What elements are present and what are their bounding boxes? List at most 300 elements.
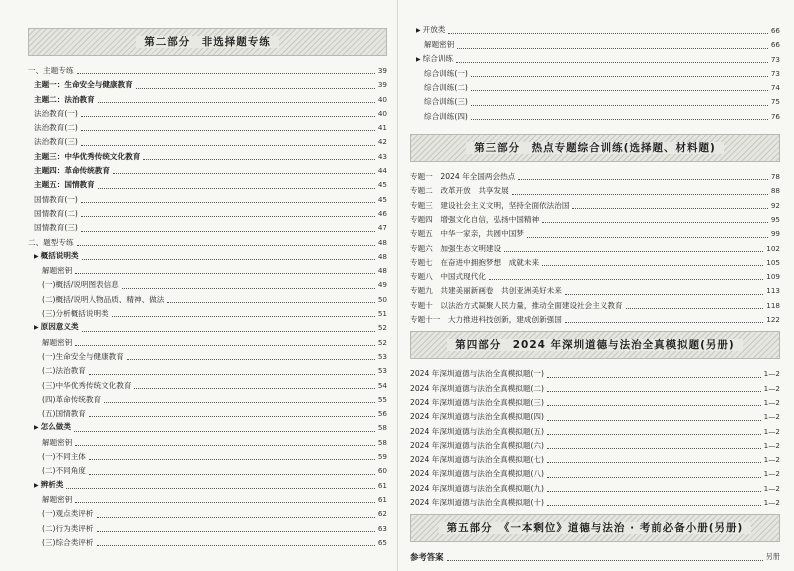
toc-page-number: 54: [377, 380, 387, 390]
toc-entry-text: (一)概括/说明图表信息: [42, 280, 119, 290]
toc-row[interactable]: [28, 207, 387, 221]
toc-entry-text: 一、主题专练: [28, 66, 74, 75]
toc-entry-text: 专题六 加强生态文明建设: [410, 243, 502, 253]
toc-entry-label: [410, 313, 562, 327]
toc-entry-text: 国情教育(一): [34, 194, 78, 204]
toc-row[interactable]: [28, 278, 387, 292]
toc-page-number: 52: [377, 337, 387, 347]
leader-dots: [547, 477, 761, 478]
leader-dots: [136, 88, 375, 89]
toc-entry-text: 综合训练(三): [424, 97, 468, 107]
toc-row[interactable]: [28, 493, 387, 507]
toc-row[interactable]: [410, 170, 780, 184]
leader-dots: [81, 231, 375, 232]
toc-entry-label: [410, 367, 544, 381]
toc-row[interactable]: [28, 421, 387, 435]
toc-row[interactable]: [410, 367, 780, 381]
toc-entry-text: 解题密钥: [42, 437, 73, 447]
toc-page-number: 1—2: [763, 440, 780, 450]
toc-entry-text: 法治教育(三): [34, 137, 78, 147]
right-page: [397, 0, 794, 571]
part3-banner: [410, 134, 780, 162]
toc-entry-label: [34, 121, 78, 135]
toc-entry-text: 专题一 2024 年全国两会热点: [410, 172, 516, 182]
toc-page-number: 42: [377, 137, 387, 147]
toc-page-number: 102: [766, 243, 780, 253]
toc-entry-label: [410, 256, 539, 270]
answers-label: 参考答案: [410, 552, 444, 563]
leader-dots: [81, 130, 375, 131]
toc-entry-text: (一)不同主体: [42, 452, 86, 462]
toc-page-number: 56: [377, 409, 387, 419]
toc-entry-label: [42, 393, 101, 407]
part4-banner: [410, 331, 780, 359]
toc-entry-label: [42, 264, 72, 278]
toc-row[interactable]: [28, 321, 387, 335]
toc-page-number: 74: [770, 83, 780, 93]
leader-dots: [134, 388, 374, 389]
toc-page-number: 1—2: [763, 498, 780, 508]
triangle-bullet-icon: ▶: [34, 424, 39, 432]
triangle-bullet-icon: ▶: [34, 324, 39, 332]
toc-page-number: 88: [770, 186, 780, 196]
toc-row[interactable]: [28, 193, 387, 207]
toc-entry-text: 2024 年深圳道德与法治全真模拟题(九): [410, 483, 544, 493]
toc-entry-label: [410, 382, 544, 396]
toc-entry-label: [416, 52, 453, 67]
toc-entry-text: 开放类: [422, 25, 446, 34]
toc-entry-label: [42, 407, 86, 421]
toc-row[interactable]: [410, 284, 780, 298]
toc-row[interactable]: [410, 382, 780, 396]
toc-page-number: 39: [377, 80, 387, 90]
toc-entry-label: [424, 38, 454, 52]
toc-row[interactable]: [410, 496, 780, 510]
leader-dots: [547, 420, 761, 421]
toc-page-number: 109: [766, 272, 780, 282]
leader-dots: [75, 273, 374, 274]
toc-row[interactable]: [28, 364, 387, 378]
toc-entry-label: [34, 420, 71, 435]
leader-dots: [75, 502, 374, 503]
toc-row[interactable]: [28, 536, 387, 550]
toc-entry-label: [424, 110, 468, 124]
toc-entry-label: [410, 410, 544, 424]
leader-dots: [113, 173, 375, 174]
toc-row[interactable]: [410, 410, 780, 424]
leader-dots: [112, 316, 375, 317]
toc-row[interactable]: [28, 107, 387, 121]
toc-page-number: 45: [377, 194, 387, 204]
toc-entry-text: 2024 年深圳道德与法治全真模拟题(三): [410, 397, 544, 407]
toc-page-number: 50: [377, 294, 387, 304]
toc-entry-label: [410, 453, 544, 467]
leader-dots: [512, 194, 768, 195]
leader-dots: [89, 474, 375, 475]
leader-dots: [547, 505, 761, 506]
toc-page-number: 76: [770, 111, 780, 121]
topic-toc-list: [410, 170, 780, 327]
toc-entry-text: 专题七 在奋进中拥抱梦想 成就未来: [410, 257, 540, 267]
leader-dots: [82, 259, 375, 260]
toc-page-number: 113: [766, 286, 780, 296]
toc-entry-text: 综合训练(一): [424, 68, 468, 78]
leader-dots: [97, 545, 375, 546]
toc-entry-label: [410, 184, 509, 198]
toc-entry-text: 2024 年深圳道德与法治全真模拟题(七): [410, 455, 544, 465]
toc-entry-text: 专题二 改革开放 共享发展: [410, 186, 509, 196]
toc-entry-label: [410, 199, 569, 213]
leader-dots: [104, 402, 375, 403]
leader-dots: [447, 560, 763, 561]
leader-dots: [547, 491, 761, 492]
toc-entry-label: [410, 170, 515, 184]
toc-page-number: 78: [770, 172, 780, 182]
right-toc-list-top: [410, 24, 780, 124]
toc-page-number: 99: [770, 229, 780, 239]
leader-dots: [89, 416, 375, 417]
triangle-bullet-icon: ▶: [416, 27, 421, 34]
toc-page-number: 49: [377, 280, 387, 290]
toc-entry-label: [42, 307, 109, 321]
leader-dots: [518, 179, 768, 180]
toc-row[interactable]: [28, 507, 387, 521]
toc-page-number: 58: [377, 437, 387, 447]
toc-page-number: 66: [770, 40, 780, 50]
toc-row[interactable]: [28, 135, 387, 149]
toc-entry-label: [34, 135, 78, 149]
toc-entry-text: 法治教育(一): [34, 108, 78, 118]
toc-entry-label: [42, 336, 72, 350]
toc-entry-text: 专题九 共建美丽新画卷 共创亚洲美好未来: [410, 286, 562, 296]
leader-dots: [66, 488, 374, 489]
leader-dots: [97, 531, 375, 532]
toc-row[interactable]: [28, 93, 387, 107]
toc-page-number: 45: [377, 180, 387, 190]
toc-entry-text: 2024 年深圳道德与法治全真模拟题(一): [410, 369, 544, 379]
toc-page-number: 58: [377, 423, 387, 433]
toc-entry-text: 解题密钥: [42, 266, 73, 276]
toc-entry-text: 2024 年深圳道德与法治全真模拟题(十): [410, 498, 544, 508]
toc-row[interactable]: [28, 336, 387, 350]
toc-row[interactable]: [28, 150, 387, 164]
leader-dots: [143, 159, 375, 160]
leader-dots: [542, 222, 768, 223]
toc-entry-label: [42, 450, 86, 464]
part5-title: 第五部分 《一本剩位》道德与法治 · 考前必备小册(另册): [439, 522, 752, 534]
triangle-bullet-icon: ▶: [34, 252, 39, 260]
toc-row[interactable]: [28, 64, 387, 78]
toc-page-number: 53: [377, 366, 387, 376]
toc-row[interactable]: [410, 270, 780, 284]
part2-title: 第二部分 非选择题专练: [136, 36, 279, 48]
toc-entry-text: (二)不同角度: [42, 466, 86, 476]
toc-entry-label: [410, 439, 544, 453]
toc-row[interactable]: [410, 242, 780, 256]
leader-dots: [471, 90, 768, 91]
toc-page-number: 122: [766, 315, 780, 325]
toc-entry-label: [28, 64, 74, 78]
toc-page-number: 1—2: [763, 455, 780, 465]
leader-dots: [542, 265, 763, 266]
leader-dots: [565, 294, 763, 295]
toc-row[interactable]: [410, 81, 780, 95]
toc-entry-label: [410, 467, 544, 481]
toc-entry-label: [410, 299, 623, 313]
toc-row[interactable]: [28, 436, 387, 450]
toc-entry-text: (二)概括/说明人物品质、精神、做法: [42, 294, 165, 304]
toc-row[interactable]: [410, 467, 780, 481]
part2-banner: [28, 28, 387, 56]
toc-entry-label: [42, 464, 86, 478]
toc-row[interactable]: [28, 78, 387, 92]
toc-row[interactable]: [410, 227, 780, 241]
leader-dots: [547, 391, 761, 392]
toc-entry-label: [410, 213, 539, 227]
toc-row[interactable]: [28, 450, 387, 464]
toc-page-number: 1—2: [763, 469, 780, 479]
leader-dots: [89, 374, 375, 375]
toc-entry-label: [34, 93, 95, 107]
part5-banner: [410, 514, 780, 542]
toc-entry-label: [42, 493, 72, 507]
toc-row[interactable]: [28, 393, 387, 407]
toc-entry-text: 主题一：生命安全与健康教育: [34, 80, 133, 90]
toc-row[interactable]: [28, 236, 387, 250]
toc-page-number: 40: [377, 94, 387, 104]
toc-entry-text: 原因意义类: [40, 322, 79, 332]
toc-entry-label: [42, 293, 164, 307]
toc-page-number: 65: [377, 537, 387, 547]
toc-entry-text: 二、题型专练: [28, 237, 74, 247]
leader-dots: [81, 116, 375, 117]
toc-entry-label: [42, 507, 94, 521]
leader-dots: [456, 62, 768, 63]
left-toc-list: [28, 64, 387, 550]
toc-entry-text: (二)法治教育: [42, 366, 86, 376]
toc-entry-text: 2024 年深圳道德与法治全真模拟题(四): [410, 412, 544, 422]
toc-entry-text: 2024 年深圳道德与法治全真模拟题(五): [410, 426, 544, 436]
toc-entry-label: [410, 425, 544, 439]
toc-entry-label: [34, 193, 78, 207]
toc-row[interactable]: [410, 439, 780, 453]
triangle-bullet-icon: ▶: [416, 55, 421, 63]
toc-entry-text: (四)革命传统教育: [42, 394, 102, 404]
leader-dots: [489, 279, 763, 280]
toc-row[interactable]: [28, 250, 387, 264]
toc-row[interactable]: [410, 184, 780, 198]
toc-entry-text: 主题三：中华优秀传统文化教育: [34, 151, 141, 161]
toc-entry-text: 2024 年深圳道德与法治全真模拟题(二): [410, 383, 544, 393]
toc-entry-label: [42, 364, 86, 378]
toc-entry-text: 综合训练(四): [424, 111, 468, 121]
leader-dots: [89, 459, 375, 460]
toc-entry-text: (一)生命安全与健康教育: [42, 351, 124, 361]
toc-entry-label: [410, 270, 486, 284]
toc-page-number: 63: [377, 523, 387, 533]
toc-row[interactable]: [410, 256, 780, 270]
toc-entry-label: [42, 278, 119, 292]
toc-entry-text: 解题密钥: [42, 494, 73, 504]
toc-entry-text: 辨析类: [40, 479, 64, 489]
toc-entry-label: [34, 320, 79, 335]
toc-entry-text: (三)中华优秀传统文化教育: [42, 380, 132, 390]
toc-page-number: 51: [377, 309, 387, 319]
toc-row[interactable]: [410, 67, 780, 81]
toc-entry-text: 概括说明类: [40, 250, 79, 260]
leader-dots: [547, 377, 761, 378]
toc-page-number: 62: [377, 509, 387, 519]
toc-page-number: 61: [377, 494, 387, 504]
toc-entry-label: [410, 242, 501, 256]
leader-dots: [74, 431, 375, 432]
toc-page-number: 1—2: [763, 369, 780, 379]
leader-dots: [471, 119, 768, 120]
toc-entry-label: [34, 178, 95, 192]
leader-dots: [504, 251, 763, 252]
toc-entry-text: 解题密钥: [424, 40, 455, 50]
toc-entry-text: (五)国情教育: [42, 409, 86, 419]
toc-entry-text: 2024 年深圳道德与法治全真模拟题(八): [410, 469, 544, 479]
toc-row[interactable]: [410, 482, 780, 496]
toc-page-number: 46: [377, 208, 387, 218]
toc-row[interactable]: [28, 464, 387, 478]
toc-entry-label: [410, 227, 524, 241]
toc-row[interactable]: [28, 121, 387, 135]
leader-dots: [471, 105, 768, 106]
toc-entry-label: [410, 396, 544, 410]
toc-page-number: 55: [377, 394, 387, 404]
toc-entry-label: [34, 150, 140, 164]
toc-page-number: 105: [766, 257, 780, 267]
toc-row[interactable]: [28, 164, 387, 178]
toc-row[interactable]: [410, 38, 780, 52]
toc-page-number: 95: [770, 214, 780, 224]
toc-entry-label: [42, 350, 124, 364]
toc-row[interactable]: [410, 396, 780, 410]
toc-entry-text: 专题四 增强文化自信，弘扬中国精神: [410, 214, 540, 224]
leader-dots: [81, 202, 375, 203]
toc-page-number: 1—2: [763, 383, 780, 393]
leader-dots: [547, 448, 761, 449]
leader-dots: [527, 237, 768, 238]
toc-row[interactable]: [28, 350, 387, 364]
toc-entry-label: [34, 78, 133, 92]
toc-entry-text: 综合训练: [422, 53, 453, 63]
toc-entry-text: (一)观点类评析: [42, 509, 94, 519]
toc-entry-label: [424, 67, 468, 81]
toc-page-number: 47: [377, 223, 387, 233]
toc-row[interactable]: [410, 299, 780, 313]
toc-entry-label: [424, 81, 468, 95]
toc-row[interactable]: [410, 453, 780, 467]
leader-dots: [565, 322, 763, 323]
toc-entry-label: [42, 379, 131, 393]
leader-dots: [626, 308, 764, 309]
toc-row[interactable]: [410, 110, 780, 124]
toc-page-number: 1—2: [763, 397, 780, 407]
toc-row[interactable]: [28, 221, 387, 235]
toc-row[interactable]: [28, 522, 387, 536]
mock-toc-list: [410, 367, 780, 510]
answers-row[interactable]: [410, 550, 780, 564]
answers-page: 另册: [765, 552, 780, 562]
toc-entry-text: 主题二：法治教育: [34, 94, 95, 104]
leader-dots: [81, 216, 375, 217]
leader-dots: [77, 245, 375, 246]
toc-page-number: 53: [377, 351, 387, 361]
leader-dots: [127, 359, 375, 360]
toc-row[interactable]: [410, 313, 780, 327]
leader-dots: [547, 462, 761, 463]
toc-entry-label: [34, 478, 63, 493]
toc-entry-text: 主题五：国情教育: [34, 180, 95, 190]
leader-dots: [572, 208, 767, 209]
toc-page-number: 59: [377, 452, 387, 462]
toc-entry-label: [42, 436, 72, 450]
toc-row[interactable]: [28, 178, 387, 192]
toc-page-number: 73: [770, 68, 780, 78]
toc-row[interactable]: [28, 264, 387, 278]
toc-entry-label: [34, 249, 79, 264]
toc-page-number: 48: [377, 237, 387, 247]
toc-row[interactable]: [410, 24, 780, 38]
toc-page-number: 43: [377, 151, 387, 161]
toc-row[interactable]: [410, 213, 780, 227]
toc-entry-label: [42, 522, 94, 536]
leader-dots: [75, 445, 374, 446]
toc-page-number: 52: [377, 323, 387, 333]
toc-page-number: 75: [770, 97, 780, 107]
toc-entry-label: [28, 236, 74, 250]
toc-page-number: 48: [377, 266, 387, 276]
toc-row[interactable]: [410, 95, 780, 109]
toc-entry-text: 专题十 以法治方式凝聚人民力量，推动全面建设社会主义教育: [410, 300, 623, 310]
leader-dots: [97, 517, 375, 518]
toc-entry-text: 专题五 中华一家亲，共圆中国梦: [410, 229, 524, 239]
toc-page-number: 40: [377, 108, 387, 118]
toc-entry-label: [34, 221, 78, 235]
toc-row[interactable]: [410, 425, 780, 439]
toc-entry-text: 怎么做类: [40, 422, 71, 432]
leader-dots: [122, 288, 375, 289]
toc-row[interactable]: [28, 479, 387, 493]
toc-row[interactable]: [410, 53, 780, 67]
toc-page-number: 1—2: [763, 412, 780, 422]
toc-row[interactable]: [28, 407, 387, 421]
toc-row[interactable]: [28, 307, 387, 321]
leader-dots: [75, 345, 374, 346]
leader-dots: [547, 405, 761, 406]
toc-entry-text: (三)分析概括说明类: [42, 309, 109, 319]
leader-dots: [82, 331, 375, 332]
toc-entry-label: [416, 23, 445, 38]
toc-page-number: 48: [377, 251, 387, 261]
toc-entry-text: 法治教育(二): [34, 123, 78, 133]
triangle-bullet-icon: ▶: [34, 481, 39, 489]
part4-title: 第四部分 2024 年深圳道德与法治全真模拟题(另册): [447, 339, 742, 351]
leader-dots: [448, 33, 767, 34]
toc-entry-text: 国情教育(二): [34, 208, 78, 218]
leader-dots: [547, 434, 761, 435]
toc-entry-text: 专题八 中国式现代化: [410, 272, 486, 282]
toc-row[interactable]: [28, 379, 387, 393]
toc-row[interactable]: [28, 293, 387, 307]
toc-row[interactable]: [410, 199, 780, 213]
toc-entry-text: (二)行为类评析: [42, 523, 94, 533]
leader-dots: [167, 302, 374, 303]
leader-dots: [98, 102, 375, 103]
